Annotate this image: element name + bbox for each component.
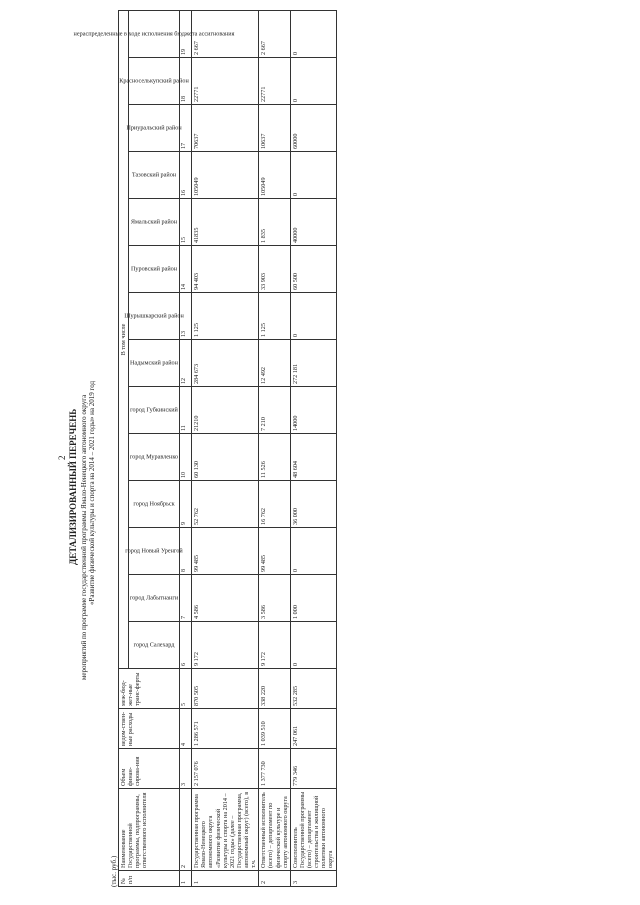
column-number: 9 [180, 481, 192, 528]
row-value: 36 000 [290, 481, 336, 528]
row-value: 33 903 [259, 246, 291, 293]
row-value: 870 505 [192, 669, 259, 709]
row-value: 1 286 571 [192, 709, 259, 749]
row-value: 0 [290, 11, 336, 58]
row-value: 94 403 [192, 246, 259, 293]
column-number: 3 [180, 749, 192, 789]
table-row [192, 11, 259, 887]
header-municipality: Приуральский район [129, 105, 180, 152]
row-name: Соисполнитель Государственной программы (всего) – департамент строительства и жилищной политики автономного округа [290, 789, 336, 871]
subtitle-line-2: «Развитие физической культуры и спорта на 2014 – 2021 годы» на 2019 год [88, 380, 96, 605]
row-value: 99 485 [192, 528, 259, 575]
column-number: 14 [180, 246, 192, 293]
header-including: В том числе [119, 11, 129, 669]
row-value: 1 377 730 [259, 749, 291, 789]
row-value: 0 [290, 152, 336, 199]
row-number: 2 [259, 871, 291, 887]
row-value: 48 604 [290, 434, 336, 481]
header-name: Наименование Государственной программы, подпрограммы, ответственного исполнителя [119, 789, 180, 871]
row-value: 105049 [192, 152, 259, 199]
row-value: 0 [290, 622, 336, 669]
row-value: 60 500 [290, 246, 336, 293]
row-value: 7 210 [259, 387, 291, 434]
row-value: 0 [290, 528, 336, 575]
row-value: 52 762 [192, 481, 259, 528]
header-departmental: ведом-ствен-ные расходы [119, 709, 180, 749]
table-row [290, 11, 336, 887]
header-municipality: Пуровский район [129, 246, 180, 293]
row-value: 338 220 [259, 669, 291, 709]
row-number: 1 [192, 871, 259, 887]
header-volume: Объем финан-сирова-ния [119, 749, 180, 789]
header-municipality: город Салехард [129, 622, 180, 669]
row-value: 21210 [192, 387, 259, 434]
row-value: 40000 [290, 199, 336, 246]
header-municipality: Ямальский район [129, 199, 180, 246]
row-value: 0 [290, 58, 336, 105]
row-value: 2 667 [259, 11, 291, 58]
row-value: 11 526 [259, 434, 291, 481]
units-label: (тыс. руб.) [110, 855, 118, 887]
column-number: 8 [180, 528, 192, 575]
row-value: 272 181 [290, 340, 336, 387]
row-value: 70637 [192, 105, 259, 152]
row-value: 779 346 [290, 749, 336, 789]
row-value: 9 172 [259, 622, 291, 669]
row-value: 1 125 [259, 293, 291, 340]
row-value: 60000 [290, 105, 336, 152]
row-value: 1 000 [290, 575, 336, 622]
column-number: 13 [180, 293, 192, 340]
column-number: 16 [180, 152, 192, 199]
row-value: 60 130 [192, 434, 259, 481]
column-number: 12 [180, 340, 192, 387]
column-number: 2 [180, 789, 192, 871]
row-value: 4 586 [192, 575, 259, 622]
row-name: Ответственный исполнитель (всего) – департамент по физической культуре и спорту автономного округа [259, 789, 291, 871]
row-value: 1 835 [259, 199, 291, 246]
row-value: 41835 [192, 199, 259, 246]
header-municipality: город Лабытнанги [129, 575, 180, 622]
row-value: 22771 [192, 58, 259, 105]
header-no: № п/п [119, 871, 180, 887]
page-number: 2 [57, 455, 67, 460]
row-value: 1 039 510 [259, 709, 291, 749]
table-row [259, 11, 291, 887]
column-number: 17 [180, 105, 192, 152]
row-value: 9 172 [192, 622, 259, 669]
header-municipality: Красноселькупский район [129, 58, 180, 105]
subtitle-line-1: мероприятий по программе государственной программы Ямало-Ненецкого автономного округа [80, 394, 88, 680]
document-title: ДЕТАЛИЗИРОВАННЫЙ ПЕРЕЧЕНЬ [68, 408, 78, 565]
row-value: 1 125 [192, 293, 259, 340]
row-value: 2 157 076 [192, 749, 259, 789]
column-number: 5 [180, 669, 192, 709]
header-municipality: город Новый Уренгой [129, 528, 180, 575]
row-value: 105049 [259, 152, 291, 199]
row-value: 247 061 [290, 709, 336, 749]
column-number: 4 [180, 709, 192, 749]
column-number: 1 [180, 871, 192, 887]
column-number: 7 [180, 575, 192, 622]
row-value: 532 285 [290, 669, 336, 709]
row-value: 2 667 [192, 11, 259, 58]
column-number: 15 [180, 199, 192, 246]
header-municipality: нераспределенные в ходе исполнения бюджета ассигнования [129, 11, 180, 58]
header-municipality: Тазовский район [129, 152, 180, 199]
header-municipality: город Ноябрьск [129, 481, 180, 528]
column-number: 6 [180, 622, 192, 669]
row-value: 3 586 [259, 575, 291, 622]
row-value: 22771 [259, 58, 291, 105]
row-value: 16 762 [259, 481, 291, 528]
row-name: Государственная программа Ямало-Ненецкого автономного округа «Развитие физической культуры и спорта на 2014 – 2021 годы» (далее – Государственная программа, автономный округ) (всего), в т.ч. [192, 789, 259, 871]
header-transfers: меж-бюд-жет-ные транс-ферты [119, 669, 180, 709]
header-municipality: город Губкинский [129, 387, 180, 434]
header-municipality: Надымский район [129, 340, 180, 387]
header-municipality: Шурышкарский район [129, 293, 180, 340]
row-value: 14000 [290, 387, 336, 434]
row-value: 10637 [259, 105, 291, 152]
column-number: 11 [180, 387, 192, 434]
column-number: 18 [180, 58, 192, 105]
row-value: 99 485 [259, 528, 291, 575]
row-number: 3 [290, 871, 336, 887]
column-number: 19 [180, 11, 192, 58]
header-municipality: город Муравленко [129, 434, 180, 481]
column-number: 10 [180, 434, 192, 481]
row-value: 0 [290, 293, 336, 340]
row-value: 12 492 [259, 340, 291, 387]
row-value: 284 673 [192, 340, 259, 387]
